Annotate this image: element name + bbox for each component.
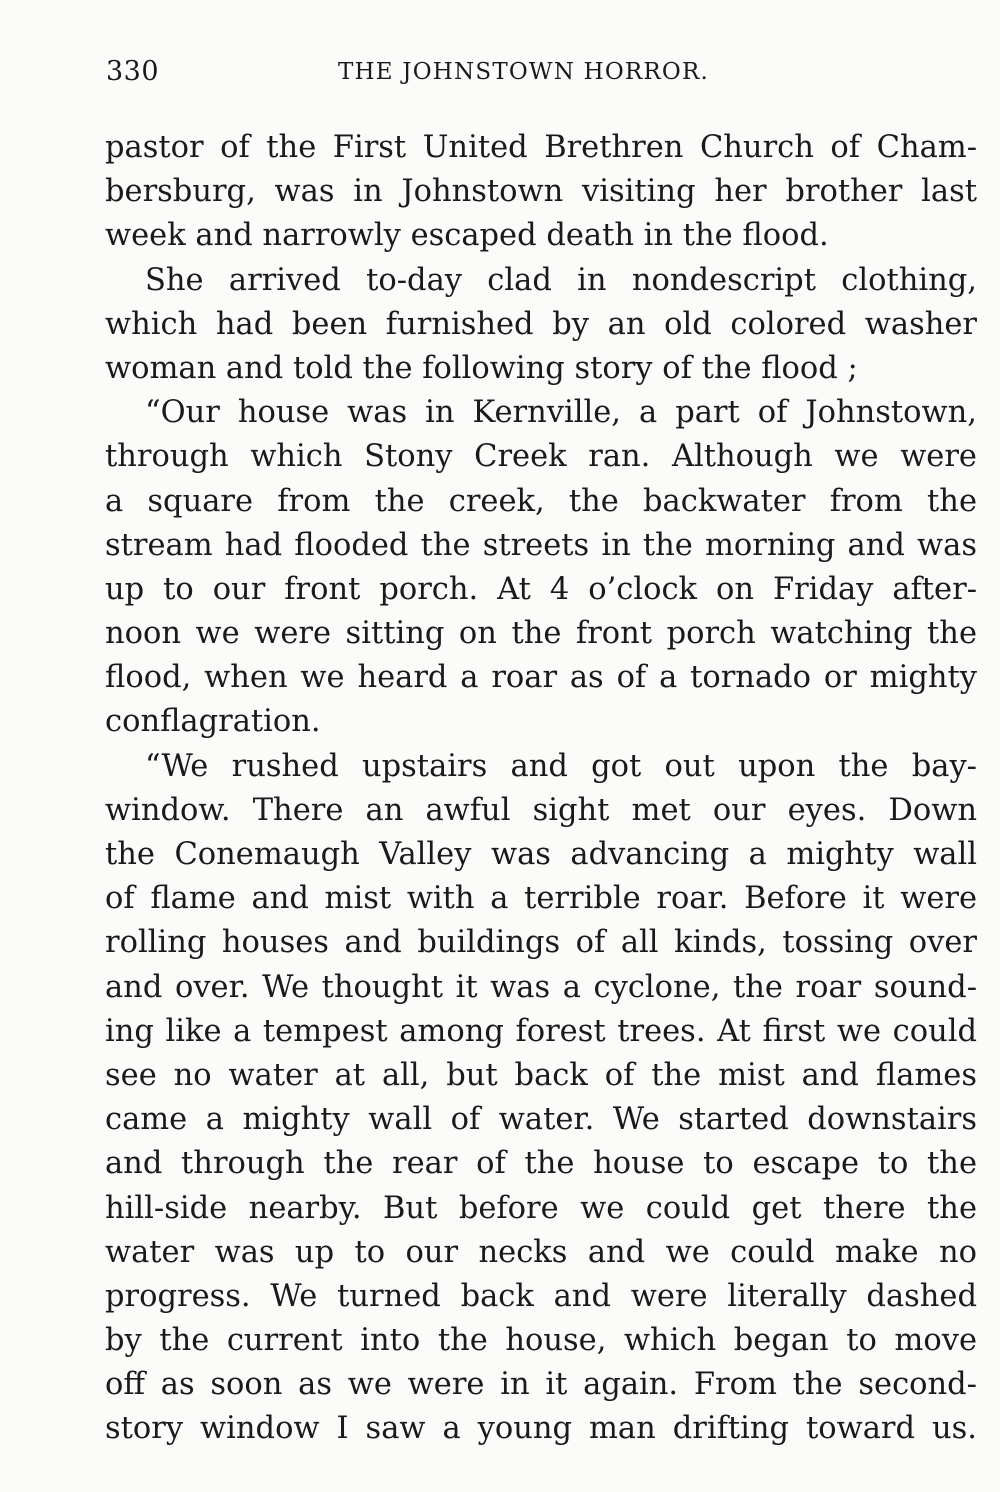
text-line: conflagration. (105, 704, 321, 740)
text-line: woman and told the following story of the flood ; (105, 350, 858, 386)
text-line: see no water at all, but back of the mist and flames (105, 1057, 977, 1093)
text-line: by the current into the house, which began to move (105, 1323, 977, 1359)
text-line: and through the rear of the house to escape to the (105, 1146, 977, 1182)
text-line: the Conemaugh Valley was advancing a mighty wall (105, 837, 977, 872)
text-line: hill-side nearby. But before we could get there the (105, 1190, 977, 1226)
text-line: progress. We turned back and were literally dashed (105, 1278, 977, 1314)
text-line: pastor of the First United Brethren Church of Cham- (105, 130, 977, 165)
text-line: a square from the creek, the backwater from the (105, 483, 977, 519)
text-line: week and narrowly escaped death in the flood. (105, 218, 829, 254)
text-line: which had been furnished by an old colored washer (105, 306, 977, 342)
body-text (105, 126, 977, 1452)
text-line: “Our house was in Kernville, a part of Johnstown, (145, 395, 977, 431)
text-line: off as soon as we were in it again. From the second- (105, 1367, 977, 1403)
page-header (106, 56, 976, 96)
text-line: ing like a tempest among forest trees. At first we could (105, 1013, 977, 1049)
text-line: rolling houses and buildings of all kinds, tossing over (105, 925, 977, 961)
text-line: story window I saw a young man drifting toward us. (105, 1411, 977, 1447)
text-line: window. There an awful sight met our eyes. Down (105, 792, 977, 828)
text-line: stream had flooded the streets in the morning and was (105, 527, 977, 563)
text-line: “We rushed upstairs and got out upon the bay- (145, 748, 977, 784)
text-line: flood, when we heard a roar as of a tornado or mighty (105, 660, 977, 696)
text-line: water was up to our necks and we could make no (105, 1234, 977, 1270)
text-line: She arrived to-day clad in nondescript clothing, (145, 262, 977, 298)
running-title: THE JOHNSTOWN HORROR. (338, 59, 710, 85)
text-line: up to our front porch. At 4 o’clock on Friday after- (105, 571, 977, 607)
text-line: through which Stony Creek ran. Although we were (105, 439, 977, 475)
text-line: and over. We thought it was a cyclone, the roar sound- (105, 969, 977, 1005)
text-line: of flame and mist with a terrible roar. Before it were (105, 881, 977, 917)
text-line: bersburg, was in Johnstown visiting her brother last (105, 174, 977, 210)
text-line: noon we were sitting on the front porch watching the (105, 616, 977, 652)
text-line: came a mighty wall of water. We started downstairs (105, 1102, 977, 1138)
page-number: 330 (106, 56, 160, 87)
